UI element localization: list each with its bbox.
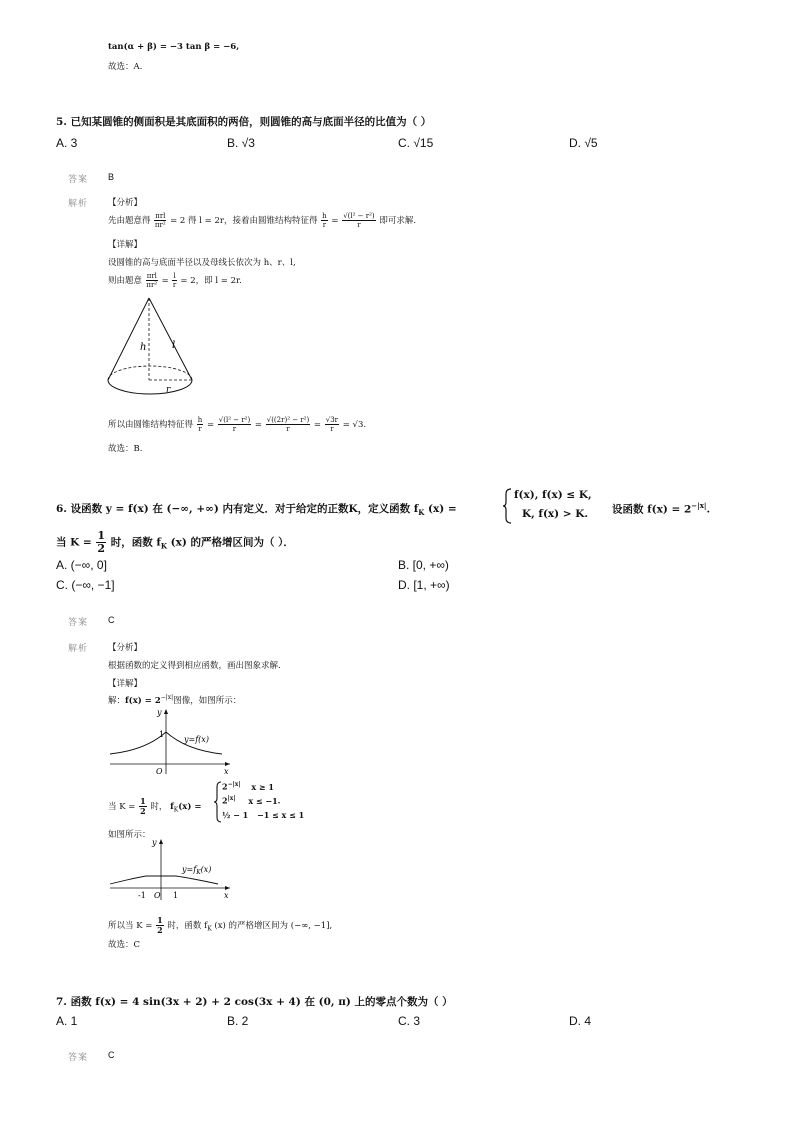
q6-conclusion: 故选：C [108,940,141,950]
q7-answer: C [108,1050,115,1060]
q5-fenxi-text: 先由题意得 $\frac{\text{πrl}}{\text{πr²}}$ = 2 得 l = 2r，接着由圆锥结构特征得 $\frac{h}{r}$ = $\frac{\text{√(l² − r²)}}{r}$ 即可求解. [108,212,417,229]
q5-detail1: 设圆锥的高与底面半径以及母线长依次为 h、r、l, [108,258,296,268]
q6-option-b: B. [0, +∞) [398,558,449,572]
graph2-y-label: y [152,838,157,847]
q6-fenxi: 【分析】 [108,643,143,653]
q6-option-c: C. (−∞, −1] [56,578,115,592]
q7-option-a: A. 1 [56,1014,78,1028]
cone-l-label: l [172,340,176,351]
graph2-minus-one-label: -1 [138,891,146,900]
q6-fenxi-text: 根据函数的定义得到相应函数，画出图象求解. [108,661,281,671]
graph1-one-label: 1 [159,730,165,739]
q6-piecewise-brace [214,781,222,823]
q6-analysis-label: 解析 [68,643,89,653]
cone-r-label: r [166,385,171,395]
q6-brace [503,488,513,524]
q7-answer-label: 答案 [68,1052,89,1062]
q6-piece3: ½ − 1 −1 ≤ x ≤ 1 [222,810,305,820]
q5-analysis-label: 解析 [68,198,89,208]
q6-stem-line2: 当 K = $\frac{1}{2}$ 时，函数 $f_K$ (x) 的严格增区间为（ ）． [56,529,294,555]
q7-option-b: B. 2 [227,1014,249,1028]
cone-h-label: h [140,342,147,353]
q5-answer: B [108,172,115,182]
q6-detail1: 解：$f(x) = 2^{-|x|}$图像，如图所示： [108,694,242,706]
q6-detail4: 所以当 K = $\frac{1}{2}$ 时，函数 $f_K$ (x) 的严格增区间为 (−∞, −1], [108,915,333,935]
top-conclusion: 故选：A. [108,62,143,72]
q6-case2: K, f(x) > K. [522,508,589,520]
graph1-y-label: y [157,708,162,717]
q6-detail2: 当 K = $\frac{1}{2}$ 时， $f_K(x)$ = [108,796,202,816]
graph-fkx [106,836,236,902]
graph-fx [106,706,236,776]
q6-stem-fx: 设函数 $f(x) = 2^{-|x|}$. [612,501,711,516]
q5-option-a: A. 3 [56,136,78,150]
graph2-one-label: 1 [173,891,179,900]
q5-xiangjie: 【详解】 [108,240,143,250]
q5-detail3: 所以由圆锥结构特征得 $\frac{h}{r}$ = $\frac{\text{√(l² − r²)}}{r}$ = $\frac{\text{√((2r)² − r²)}}{r}$ = $\frac{√3r}{r}$ = √3. [108,416,367,433]
q7-stem: 7. 函数 f(x) = 4 sin(3x + 2) + 2 cos(3x + 4) 在 (0, π) 上的零点个数为（ ） [56,996,453,1008]
q6-xiangjie: 【详解】 [108,679,143,689]
top-formula: tan(α + β) = −3 tan β = −6, [108,42,240,52]
q6-answer-label: 答案 [68,617,89,627]
graph2-x-label: x [224,891,229,900]
q6-detail3: 如图所示： [108,830,151,840]
q7-option-d: D. 4 [569,1014,592,1028]
graph2-curve-label: $y=f_K(x)$ [182,865,212,876]
q5-option-b: B. √3 [227,136,255,150]
q6-stem-line1: 6. 设函数 y = f(x) 在 (−∞, +∞) 内有定义．对于给定的正数K，定义函数 $f_K$ (x) = [56,503,457,518]
graph1-x-label: x [224,767,229,776]
q5-conclusion: 故选：B. [108,444,143,454]
q5-detail2: 则由题意 $\frac{\text{πrl}}{\text{πr²}}$ = $\frac{l}{r}$ = 2，即 l = 2r. [108,272,242,289]
q5-answer-label: 答案 [68,174,89,184]
graph1-curve-label: y=f(x) [184,735,209,744]
q7-option-c: C. 3 [398,1014,421,1028]
q5-option-c: C. √15 [398,136,434,150]
q6-piece2: $2^{|x|}$ x ≤ −1. [222,795,281,806]
q5-option-d: D. √5 [569,136,598,150]
q6-piece1: $2^{-|x|}$ x ≥ 1 [222,781,274,792]
cone-figure [100,294,210,410]
q5-stem: 5. 已知某圆锥的侧面积是其底面积的两倍，则圆锥的高与底面半径的比值为（ ） [56,116,432,128]
graph2-origin-label: O [154,891,161,900]
q6-option-d: D. [1, +∞) [398,578,450,592]
q5-fenxi: 【分析】 [108,198,143,208]
q6-option-a: A. (−∞, 0] [56,558,107,572]
q6-answer: C [108,615,115,625]
graph1-origin-label: O [156,767,163,776]
q6-case1: f(x), f(x) ≤ K, [514,489,592,501]
